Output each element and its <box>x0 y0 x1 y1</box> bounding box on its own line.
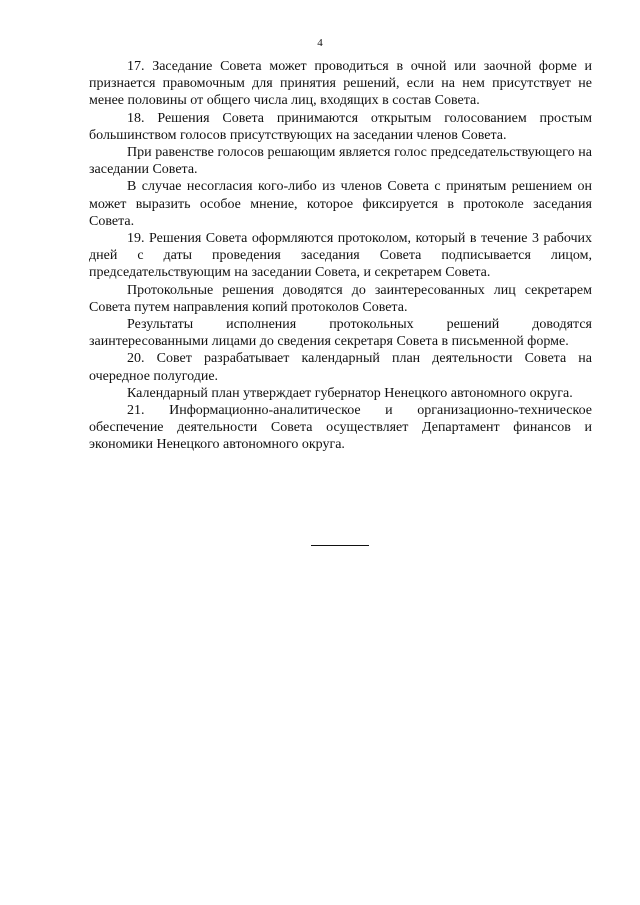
paragraph-execution-results: Результаты исполнения протокольных решений доводятся заинтересованными лицами до сведения секретаря Совета в письменной форме. <box>89 317 592 350</box>
paragraph-item-17: 17. Заседание Совета может проводиться в очной или заочной форме и признается правомочным для принятия решений, если на нем присутствует не менее половины от общего числа лиц, входящих в состав Совета. <box>89 59 592 109</box>
paragraph-dissent: В случае несогласия кого-либо из членов Совета с принятым решением он может выразить особое мнение, которое фиксируется в протоколе заседания Совета. <box>89 179 592 229</box>
paragraph-protocol-decisions: Протокольные решения доводятся до заинтересованных лиц секретарем Совета путем направления копий протоколов Совета. <box>89 282 592 315</box>
page-number: 4 <box>317 37 323 49</box>
paragraph-calendar-plan: Календарный план утверждает губернатор Ненецкого автономного округа. <box>127 385 573 401</box>
paragraph-item-21: 21. Информационно-аналитическое и организационно-техническое обеспечение деятельности Совета осуществляет Департамент финансов и экономики Ненецкого автономного округа. <box>89 403 592 453</box>
paragraph-item-19: 19. Решения Совета оформляются протоколом, который в течение 3 рабочих дней с даты проведения заседания Совета подписывается лицом, председательствующим на заседании Совета, и секретарем Совета. <box>89 231 592 281</box>
paragraph-item-18: 18. Решения Совета принимаются открытым голосованием простым большинством голосов присутствующих на заседании членов Совета. <box>89 110 592 143</box>
paragraph-item-20: 20. Совет разрабатывает календарный план деятельности Совета на очередное полугодие. <box>89 351 592 384</box>
document-body <box>89 58 592 454</box>
end-of-document-rule <box>311 545 369 546</box>
paragraph-tie-vote: При равенстве голосов решающим является голос председательствующего на заседании Совета. <box>89 145 592 178</box>
